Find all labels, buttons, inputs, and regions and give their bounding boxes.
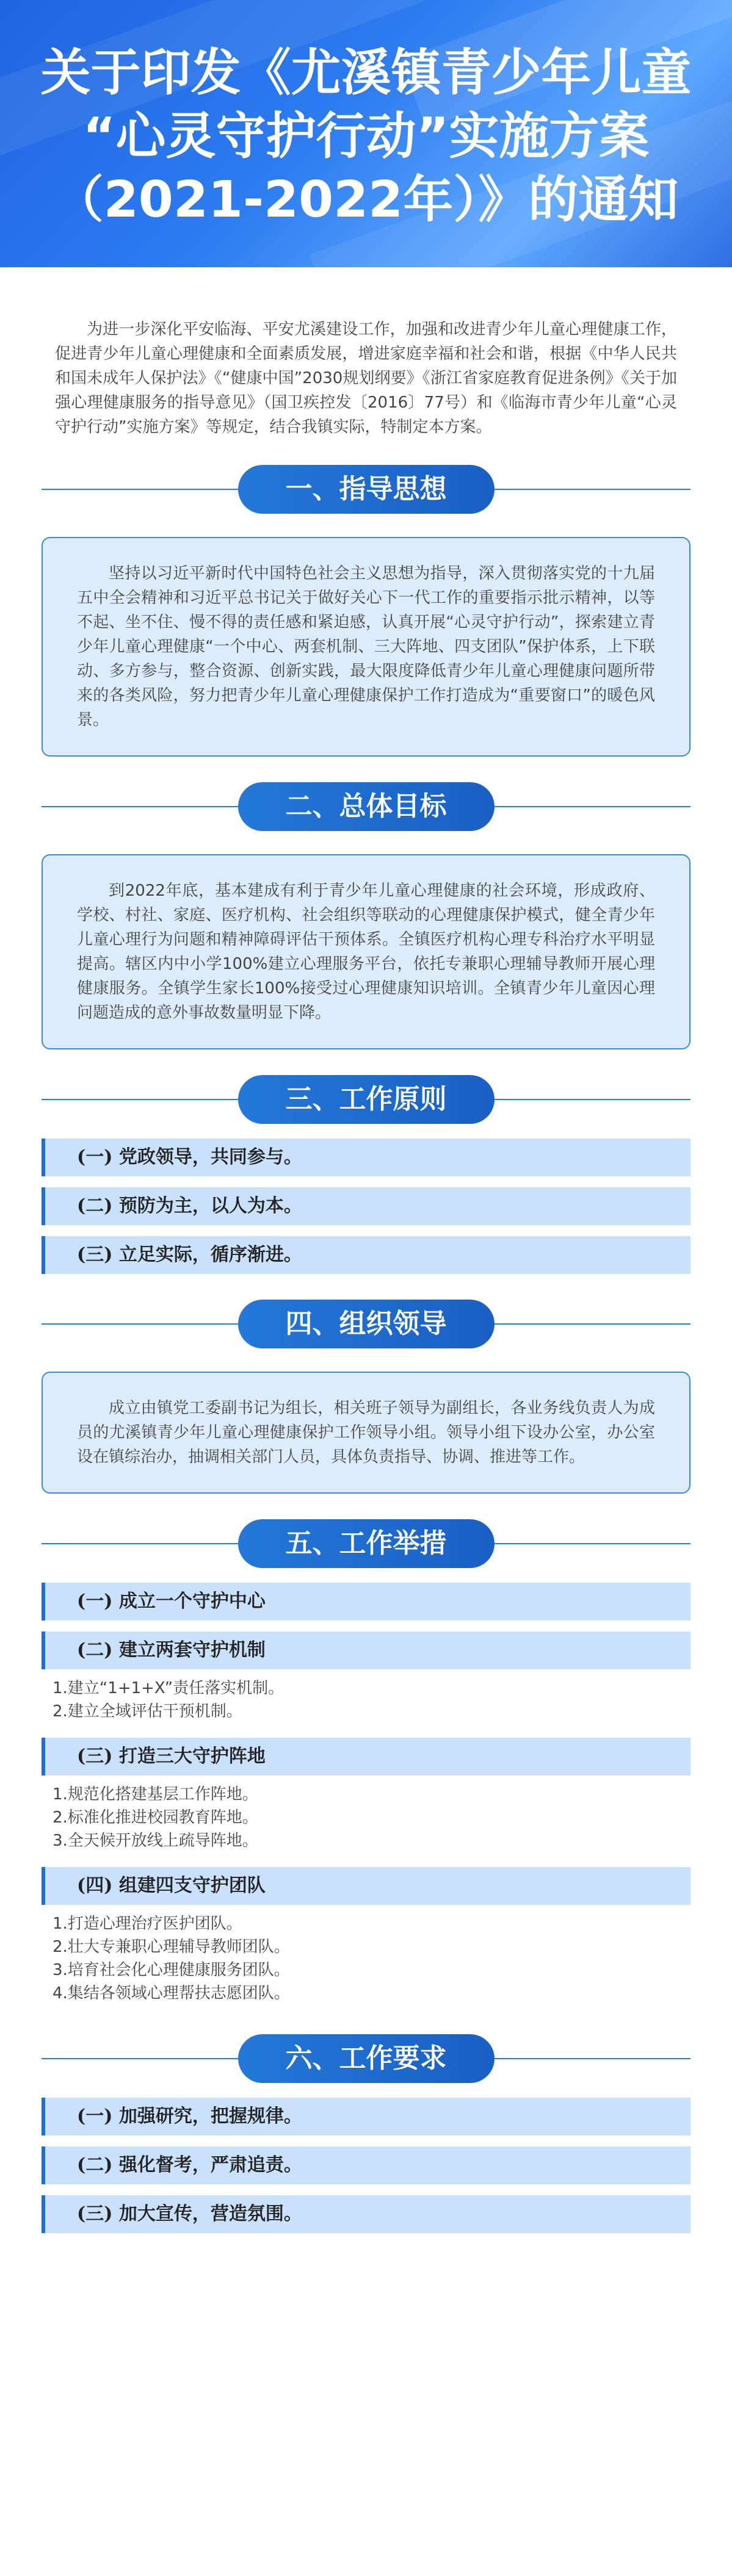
list-item: 3.培育社会化心理健康服务团队。 bbox=[53, 1961, 290, 1979]
principle-bar: (二) 预防为主，以人为本。 bbox=[42, 1187, 690, 1225]
section-title-4: 四、组织领导 bbox=[238, 1300, 495, 1348]
section-header-1 bbox=[42, 465, 690, 514]
list-item: 1.规范化搭建基层工作阵地。 bbox=[53, 1785, 258, 1804]
requirements-list bbox=[42, 2098, 690, 2233]
measures-list bbox=[42, 1583, 690, 2009]
section-4-box: 成立由镇党工委副书记为组长，相关班子领导为副组长，各业务线负责人为成员的尤溪镇青少年儿童心理健康保护工作领导小组。领导小组下设办公室，办公室设在镇综治办，抽调相关部门人员，具体负责指导、协调、推进等工作。 bbox=[42, 1372, 690, 1494]
principle-bar: (一) 党政领导，共同参与。 bbox=[42, 1139, 690, 1176]
principles-list bbox=[42, 1139, 690, 1274]
title-line-2: “心灵守护行动”实施方案 bbox=[82, 107, 650, 165]
section-title-2: 二、总体目标 bbox=[238, 782, 495, 831]
measure-bar: (三) 打造三大守护阵地 bbox=[42, 1738, 690, 1775]
title-line-1: 关于印发《尤溪镇青少年儿童 bbox=[40, 44, 692, 102]
measure-bar: (一) 成立一个守护中心 bbox=[42, 1583, 690, 1621]
measure-bar: (四) 组建四支守护团队 bbox=[42, 1867, 690, 1905]
list-item: 2.壮大专兼职心理辅导教师团队。 bbox=[53, 1938, 290, 1956]
header-banner bbox=[0, 0, 732, 267]
section-header-6 bbox=[42, 2034, 690, 2083]
section-2-box: 到2022年底，基本建成有利于青少年儿童心理健康的社会环境，形成政府、学校、村社、家庭、医疗机构、社会组织等联动的心理健康保护模式，健全青少年儿童心理行为问题和精神障碍评估干预体系。全镇医疗机构心理专科治疗水平明显提高。辖区内中小学100%建立心理服务平台，依托专兼职心理辅导教师开展心理健康服务。全镇学生家长100%接受过心理健康知识培训。全镇青少年儿童因心理问题造成的意外事故数量明显下降。 bbox=[42, 854, 690, 1049]
requirement-bar: (一) 加强研究，把握规律。 bbox=[42, 2098, 690, 2135]
list-item: 1.建立“1+1+X”责任落实机制。 bbox=[53, 1679, 284, 1697]
section-header-5 bbox=[42, 1519, 690, 1568]
section-title-3: 三、工作原则 bbox=[238, 1075, 495, 1124]
requirement-bar: (三) 加大宣传，营造氛围。 bbox=[42, 2195, 690, 2233]
section-title-1: 一、指导思想 bbox=[238, 465, 495, 514]
section-title-6: 六、工作要求 bbox=[238, 2034, 495, 2083]
main-content bbox=[0, 317, 732, 2233]
section-1-box: 坚持以习近平新时代中国特色社会主义思想为指导，深入贯彻落实党的十九届五中全会精神和习近平总书记关于做好关心下一代工作的重要指示批示精神，以等不起、坐不住、慢不得的责任感和紧迫感，认真开展“心灵守护行动”，探索建立青少年儿童心理健康“一个中心、两套机制、三大阵地、四支团队”保护体系，上下联动、多方参与，整合资源、创新实践，最大限度降低青少年儿童心理健康问题所带来的各类风险，努力把青少年儿童心理健康保护工作打造成为“重要窗口”的暖色风景。 bbox=[42, 537, 690, 757]
section-header-3 bbox=[42, 1075, 690, 1124]
list-item: 1.打造心理治疗医护团队。 bbox=[53, 1915, 242, 1933]
list-item: 2.建立全域评估干预机制。 bbox=[53, 1702, 242, 1721]
requirement-bar: (二) 强化督考，严肃追责。 bbox=[42, 2146, 690, 2184]
list-item: 2.标准化推进校园教育阵地。 bbox=[53, 1808, 258, 1827]
principle-bar: (三) 立足实际，循序渐进。 bbox=[42, 1236, 690, 1274]
measure-items bbox=[42, 1905, 690, 2009]
measure-bar: (二) 建立两套守护机制 bbox=[42, 1632, 690, 1669]
section-header-4 bbox=[42, 1300, 690, 1348]
list-item: 4.集结各领域心理帮扶志愿团队。 bbox=[53, 1984, 290, 2002]
intro-paragraph: 为进一步深化平安临海、平安尤溪建设工作，加强和改进青少年儿童心理健康工作，促进青少年儿童心理健康和全面素质发展，增进家庭幸福和社会和谐，根据《中华人民共和国未成年人保护法》《“健康中国”2030规划纲要》《浙江省家庭教育促进条例》《关于加强心理健康服务的指导意见》（国卫疾控发〔2016〕77号）和《临海市青少年儿童“心灵守护行动”实施方案》等规定，结合我镇实际，特制定本方案。 bbox=[55, 320, 677, 436]
page-title bbox=[0, 41, 732, 232]
section-title-5: 五、工作举措 bbox=[238, 1519, 495, 1568]
title-line-3: （2021-2022年）》的通知 bbox=[53, 171, 679, 229]
section-header-2 bbox=[42, 782, 690, 831]
measure-items bbox=[42, 1669, 690, 1727]
list-item: 3.全天候开放线上疏导阵地。 bbox=[53, 1832, 258, 1850]
measure-items bbox=[42, 1775, 690, 1856]
